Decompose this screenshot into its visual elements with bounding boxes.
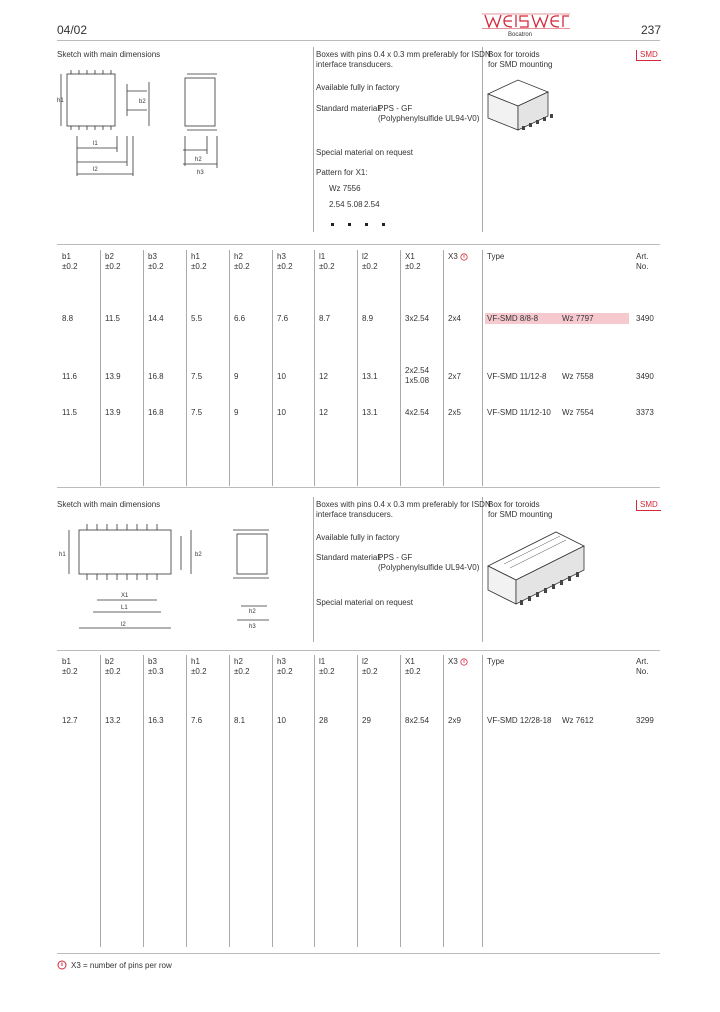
table-cell: 16.3	[148, 716, 164, 725]
sketch2-label-h1: h1	[59, 552, 66, 558]
product-image-2	[484, 520, 588, 612]
table-cell: 6.6	[234, 314, 246, 323]
table-cell: 1x5.08	[405, 376, 430, 385]
column-divider	[100, 655, 101, 947]
table-cell: 7.5	[191, 408, 203, 417]
column-header: l1	[319, 252, 326, 261]
standard-label-2: Standard material:	[316, 553, 382, 562]
sketch2-label-l2: l2	[121, 622, 126, 628]
column-divider	[482, 655, 483, 947]
product-image-1	[484, 74, 564, 138]
table-cell: 12.7	[62, 716, 78, 725]
art-cell: 3490	[636, 314, 654, 323]
standard-value2-2: (Polyphenylsulfide UL94-V0)	[378, 563, 480, 572]
available-text-2: Available fully in factory	[316, 533, 400, 542]
table-cell: 13.9	[105, 372, 121, 381]
table-cell: 11.5	[62, 408, 77, 417]
type-header: Type	[487, 252, 505, 261]
pattern-value-1: 2.54	[329, 200, 345, 209]
wz-cell: Wz 7612	[562, 716, 594, 725]
column-tolerance: ±0.2	[191, 667, 207, 676]
boxfor-line-1-1: Box for toroids	[488, 50, 540, 59]
column-tolerance: ±0.2	[62, 667, 78, 676]
desc-line-1-2: interface transducers.	[316, 60, 393, 69]
table1-bottom-rule	[57, 487, 660, 488]
column-header: l2	[362, 657, 369, 666]
issue-date: 04/02	[57, 23, 88, 37]
standard-value-2: PPS - GF	[378, 553, 413, 562]
art-header-no: No.	[636, 667, 649, 676]
desc-line-1-1: Boxes with pins 0.4 x 0.3 mm preferably for ISDN	[316, 50, 491, 59]
column-tolerance: ±0.2	[277, 262, 293, 271]
column-tolerance: ±0.2	[234, 262, 250, 271]
column-header: b2	[105, 252, 114, 261]
dimension-sketch-2	[57, 516, 307, 636]
col-divider-1a	[313, 47, 314, 232]
pattern-value-3: 2.54	[364, 200, 380, 209]
column-divider	[229, 250, 230, 486]
wz-cell: Wz 7554	[562, 408, 594, 417]
pattern-dot	[365, 223, 368, 226]
column-tolerance: ±0.2	[148, 262, 164, 271]
column-tolerance: ±0.2	[191, 262, 207, 271]
brand-subtitle: Bocatron	[508, 32, 533, 38]
sketch-label-h3: h3	[197, 170, 204, 176]
table-cell: 14.4	[148, 314, 164, 323]
column-divider	[143, 250, 144, 486]
sketch2-label-x1: X1	[121, 593, 129, 599]
type-cell: VF-SMD 11/12-8	[487, 372, 547, 381]
column-header: l1	[319, 657, 326, 666]
table-cell: 9	[234, 408, 239, 417]
column-tolerance: ±0.2	[362, 262, 378, 271]
type-header: Type	[487, 657, 505, 666]
standard-label-1: Standard material:	[316, 104, 382, 113]
column-divider	[400, 655, 401, 947]
column-divider	[143, 655, 144, 947]
table-cell: 13.2	[105, 716, 121, 725]
table2-top-rule	[57, 650, 660, 651]
table-cell: 7.6	[191, 716, 203, 725]
desc-line-2-1: Boxes with pins 0.4 x 0.3 mm preferably for ISDN	[316, 500, 491, 509]
footnote-text: X3 = number of pins per row	[71, 961, 172, 970]
art-cell: 3490	[636, 372, 654, 381]
column-tolerance: ±0.2	[277, 667, 293, 676]
desc-line-2-2: interface transducers.	[316, 510, 393, 519]
column-divider	[357, 655, 358, 947]
table-cell: 13.1	[362, 408, 378, 417]
col-divider-2b	[482, 497, 483, 642]
column-tolerance: ±0.2	[105, 667, 121, 676]
sketch2-label-b2: b2	[195, 552, 202, 558]
art-header-no: No.	[636, 262, 649, 271]
art-cell: 3299	[636, 716, 654, 725]
col-divider-2a	[313, 497, 314, 642]
column-divider	[272, 655, 273, 947]
column-header: l2	[362, 252, 369, 261]
table-cell: 2x5	[448, 408, 461, 417]
table-cell: 2x4	[448, 314, 461, 323]
table-cell: 11.6	[62, 372, 77, 381]
table-cell: 16.8	[148, 408, 164, 417]
column-divider	[400, 250, 401, 486]
art-header: Art.	[636, 657, 649, 666]
sketch-label-b2: b2	[139, 99, 146, 105]
sketch2-label-h2: h2	[249, 609, 256, 615]
standard-value2-1: (Polyphenylsulfide UL94-V0)	[378, 114, 480, 123]
column-divider	[100, 250, 101, 486]
sketch-label-h1: h1	[57, 98, 64, 104]
table-cell: 16.8	[148, 372, 164, 381]
column-header: h3	[277, 657, 286, 666]
column-divider	[272, 250, 273, 486]
standard-value-1: PPS - GF	[378, 104, 413, 113]
pattern-dot	[331, 223, 334, 226]
special-text-1: Special material on request	[316, 148, 413, 157]
x3-footnote-marker-icon	[460, 658, 468, 666]
sketch2-label-l1: L1	[121, 605, 128, 611]
table-cell: 28	[319, 716, 328, 725]
table-cell: 4x2.54	[405, 408, 430, 417]
column-divider	[186, 250, 187, 486]
column-tolerance: ±0.2	[405, 262, 421, 271]
table-cell: 11.5	[105, 314, 120, 323]
pattern-wz: Wz 7556	[329, 184, 361, 193]
column-header: X3	[448, 657, 458, 666]
column-tolerance: ±0.2	[234, 667, 250, 676]
table-cell: 7.5	[191, 372, 203, 381]
table1-top-rule	[57, 244, 660, 245]
table-cell: 13.9	[105, 408, 121, 417]
column-header: h2	[234, 657, 243, 666]
wz-cell: Wz 7558	[562, 372, 594, 381]
table-cell: 10	[277, 408, 286, 417]
sketch-label-h2: h2	[195, 157, 202, 163]
column-header: h2	[234, 252, 243, 261]
column-tolerance: ±0.2	[319, 667, 335, 676]
table-cell: 2x7	[448, 372, 461, 381]
col-divider-1b	[482, 47, 483, 232]
column-divider	[186, 655, 187, 947]
sketch-title-1: Sketch with main dimensions	[57, 50, 161, 59]
column-divider	[443, 655, 444, 947]
column-header: h1	[191, 252, 200, 261]
dimension-sketch-1	[57, 66, 307, 184]
type-cell: VF-SMD 12/28-18	[487, 716, 552, 725]
column-divider	[443, 250, 444, 486]
wz-cell: Wz 7797	[562, 314, 594, 323]
table-cell: 9	[234, 372, 239, 381]
table-cell: 8.9	[362, 314, 374, 323]
table-cell: 2x2.54	[405, 366, 430, 375]
boxfor-line-2-2: for SMD mounting	[488, 510, 553, 519]
table-cell: 12	[319, 408, 328, 417]
table-cell: 3x2.54	[405, 314, 430, 323]
table-cell: 10	[277, 372, 286, 381]
column-divider	[229, 655, 230, 947]
available-text-1: Available fully in factory	[316, 83, 400, 92]
page-number: 237	[641, 23, 662, 37]
smd-badge-1: SMD	[636, 50, 661, 61]
column-tolerance: ±0.2	[319, 262, 335, 271]
column-header: b2	[105, 657, 114, 666]
table-cell: 13.1	[362, 372, 378, 381]
table-cell: 8.1	[234, 716, 246, 725]
column-tolerance: ±0.2	[362, 667, 378, 676]
special-text-2: Special material on request	[316, 598, 413, 607]
table-cell: 29	[362, 716, 371, 725]
column-header: X1	[405, 252, 415, 261]
pattern-label: Pattern for X1:	[316, 168, 368, 177]
pattern-dot	[348, 223, 351, 226]
pattern-value-2: 5.08	[347, 200, 363, 209]
table-cell: 8.7	[319, 314, 331, 323]
column-header: b1	[62, 657, 71, 666]
table-cell: 12	[319, 372, 328, 381]
table-cell: 5.5	[191, 314, 203, 323]
table-cell: 2x9	[448, 716, 461, 725]
table-cell: 8.8	[62, 314, 74, 323]
table2-bottom-rule	[57, 953, 660, 954]
pattern-dots	[329, 216, 397, 234]
art-cell: 3373	[636, 408, 654, 417]
boxfor-line-2-1: Box for toroids	[488, 500, 540, 509]
boxfor-line-1-2: for SMD mounting	[488, 60, 553, 69]
sketch-label-l2: l2	[93, 167, 98, 173]
column-divider	[314, 250, 315, 486]
column-header: b1	[62, 252, 71, 261]
art-header: Art.	[636, 252, 649, 261]
type-cell: VF-SMD 11/12-10	[487, 408, 551, 417]
pattern-dot	[382, 223, 385, 226]
column-header: X3	[448, 252, 458, 261]
column-tolerance: ±0.3	[148, 667, 164, 676]
column-header: h1	[191, 657, 200, 666]
column-header: X1	[405, 657, 415, 666]
type-cell: VF-SMD 8/8-8	[487, 314, 539, 323]
sketch2-label-h3: h3	[249, 624, 256, 630]
x3-footnote-marker-icon	[460, 253, 468, 261]
column-header: b3	[148, 252, 157, 261]
table-cell: 8x2.54	[405, 716, 430, 725]
column-tolerance: ±0.2	[62, 262, 78, 271]
column-header: b3	[148, 657, 157, 666]
header-rule	[57, 40, 660, 41]
column-divider	[357, 250, 358, 486]
table-cell: 7.6	[277, 314, 289, 323]
column-tolerance: ±0.2	[405, 667, 421, 676]
sketch-label-l1: l1	[93, 141, 98, 147]
table-cell: 10	[277, 716, 286, 725]
column-divider	[314, 655, 315, 947]
column-tolerance: ±0.2	[105, 262, 121, 271]
smd-badge-2: SMD	[636, 500, 661, 511]
brand-logo	[482, 12, 570, 30]
sketch-title-2: Sketch with main dimensions	[57, 500, 161, 509]
column-divider	[482, 250, 483, 486]
footnote-marker-icon	[57, 960, 67, 970]
column-header: h3	[277, 252, 286, 261]
